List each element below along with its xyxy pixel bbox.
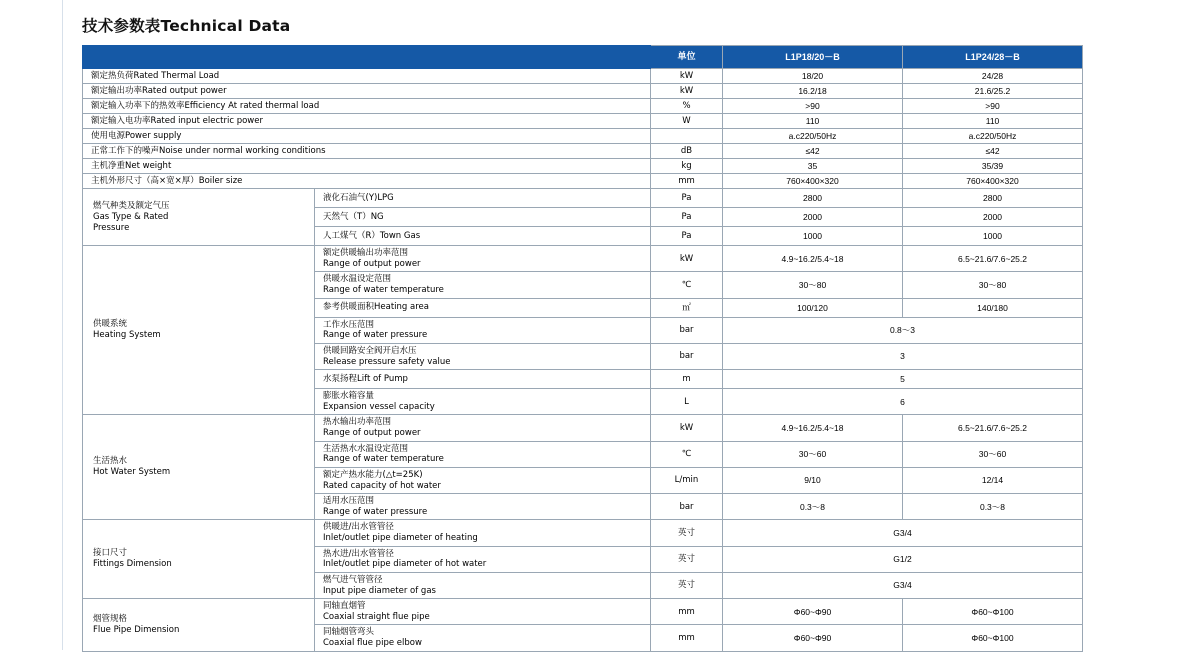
- row-item-label: 同轴直烟管 Coaxial straight flue pipe: [315, 599, 651, 625]
- row-value-model-2: 30～60: [903, 441, 1083, 467]
- row-value-model-1: 0.3～8: [723, 494, 903, 520]
- row-value-model-2: >90: [903, 99, 1083, 114]
- row-value-model-2: 6.5~21.6/7.6~25.2: [903, 246, 1083, 272]
- row-item-label: 供暖水温设定范围 Range of water temperature: [315, 272, 651, 298]
- row-unit: bar: [651, 343, 723, 369]
- table-row: [83, 520, 1083, 546]
- row-unit: bar: [651, 317, 723, 343]
- row-value-model-1: 9/10: [723, 467, 903, 493]
- row-unit: W: [651, 114, 723, 129]
- page-title: 技术参数表Technical Data: [82, 17, 291, 35]
- row-item-label: 燃气进气管管径 Input pipe diameter of gas: [315, 572, 651, 598]
- table-row: [83, 144, 1083, 159]
- table-row: [83, 415, 1083, 441]
- header-row: [83, 46, 1083, 69]
- row-item-label: 供暖回路安全阀开启水压 Release pressure safety value: [315, 343, 651, 369]
- row-value-model-1: >90: [723, 99, 903, 114]
- table-row: [83, 99, 1083, 114]
- row-value-model-1: 18/20: [723, 69, 903, 84]
- row-unit: L/min: [651, 467, 723, 493]
- table-row: [83, 246, 1083, 272]
- row-unit: kW: [651, 415, 723, 441]
- row-value-shared: G3/4: [723, 520, 1083, 546]
- row-value-model-2: 0.3～8: [903, 494, 1083, 520]
- row-unit: ℃: [651, 441, 723, 467]
- table-row: [83, 159, 1083, 174]
- row-unit: kW: [651, 246, 723, 272]
- row-value-model-2: 140/180: [903, 298, 1083, 317]
- row-group-label: 生活热水 Hot Water System: [83, 415, 315, 520]
- row-item-label: 生活热水水温设定范围 Range of water temperature: [315, 441, 651, 467]
- row-unit: kW: [651, 84, 723, 99]
- table-row: [83, 189, 1083, 208]
- row-value-model-2: ≤42: [903, 144, 1083, 159]
- row-value-model-2: 12/14: [903, 467, 1083, 493]
- row-unit: L: [651, 389, 723, 415]
- header-unit: 单位: [651, 46, 723, 69]
- row-unit: kg: [651, 159, 723, 174]
- row-value-model-1: 110: [723, 114, 903, 129]
- row-unit: mm: [651, 599, 723, 625]
- row-value-model-2: 760×400×320: [903, 174, 1083, 189]
- row-value-shared: 3: [723, 343, 1083, 369]
- row-item-label: 天然气（T）NG: [315, 208, 651, 227]
- row-value-model-2: Φ60~Φ100: [903, 599, 1083, 625]
- row-value-model-2: 110: [903, 114, 1083, 129]
- left-margin-rule: [62, 0, 63, 650]
- row-item-label: 水泵扬程Lift of Pump: [315, 370, 651, 389]
- table-header: [83, 46, 1083, 69]
- row-unit: dB: [651, 144, 723, 159]
- row-item-label: 热水进/出水管管径 Inlet/outlet pipe diameter of hot water: [315, 546, 651, 572]
- row-item-label: 使用电源Power supply: [83, 129, 651, 144]
- table-row: [83, 599, 1083, 625]
- row-value-model-2: 2000: [903, 208, 1083, 227]
- row-item-label: 工作水压范围 Range of water pressure: [315, 317, 651, 343]
- row-value-model-1: 4.9~16.2/5.4~18: [723, 246, 903, 272]
- row-value-model-1: 1000: [723, 227, 903, 246]
- row-unit: Pa: [651, 227, 723, 246]
- row-item-label: 供暖进/出水管管径 Inlet/outlet pipe diameter of heating: [315, 520, 651, 546]
- row-value-shared: 0.8～3: [723, 317, 1083, 343]
- row-value-model-1: 760×400×320: [723, 174, 903, 189]
- row-value-model-1: 4.9~16.2/5.4~18: [723, 415, 903, 441]
- row-item-label: 热水输出功率范围 Range of output power: [315, 415, 651, 441]
- table-row: [83, 84, 1083, 99]
- row-item-label: 膨胀水箱容量 Expansion vessel capacity: [315, 389, 651, 415]
- row-group-label: 供暖系统 Heating System: [83, 246, 315, 415]
- table-row: [83, 129, 1083, 144]
- row-value-model-2: 30～80: [903, 272, 1083, 298]
- row-unit: ㎡: [651, 298, 723, 317]
- row-value-model-2: 2800: [903, 189, 1083, 208]
- row-item-label: 适用水压范围 Range of water pressure: [315, 494, 651, 520]
- row-unit: bar: [651, 494, 723, 520]
- row-item-label: 液化石油气(Y)LPG: [315, 189, 651, 208]
- table-row: [83, 69, 1083, 84]
- table-body: [83, 69, 1083, 652]
- header-model-2: L1P24/28－B: [903, 46, 1083, 69]
- table-row: [83, 174, 1083, 189]
- row-unit: ℃: [651, 272, 723, 298]
- row-item-label: 正常工作下的噪声Noise under normal working conditions: [83, 144, 651, 159]
- row-item-label: 额定热负荷Rated Thermal Load: [83, 69, 651, 84]
- row-unit: mm: [651, 625, 723, 651]
- header-model-1: L1P18/20－B: [723, 46, 903, 69]
- row-value-shared: 6: [723, 389, 1083, 415]
- row-value-model-1: 16.2/18: [723, 84, 903, 99]
- row-unit: 英寸: [651, 546, 723, 572]
- row-unit: Pa: [651, 208, 723, 227]
- row-unit: 英寸: [651, 520, 723, 546]
- row-value-model-1: a.c220/50Hz: [723, 129, 903, 144]
- row-value-model-2: Φ60~Φ100: [903, 625, 1083, 651]
- row-item-label: 额定输入功率下的热效率Efficiency At rated thermal load: [83, 99, 651, 114]
- row-item-label: 同轴烟管弯头 Coaxial flue pipe elbow: [315, 625, 651, 651]
- row-value-model-2: 35/39: [903, 159, 1083, 174]
- row-unit: kW: [651, 69, 723, 84]
- row-unit: 英寸: [651, 572, 723, 598]
- row-value-model-1: 35: [723, 159, 903, 174]
- row-value-model-2: 24/28: [903, 69, 1083, 84]
- row-unit: m: [651, 370, 723, 389]
- row-item-label: 主机净重Net weight: [83, 159, 651, 174]
- row-group-label: 接口尺寸 Fittings Dimension: [83, 520, 315, 599]
- row-item-label: 额定输出功率Rated output power: [83, 84, 651, 99]
- row-value-model-2: 1000: [903, 227, 1083, 246]
- table-row: [83, 114, 1083, 129]
- row-item-label: 主机外形尺寸（高×宽×厚）Boiler size: [83, 174, 651, 189]
- row-item-label: 额定产热水能力(△t=25K) Rated capacity of hot water: [315, 467, 651, 493]
- row-value-model-2: 6.5~21.6/7.6~25.2: [903, 415, 1083, 441]
- row-value-model-1: 30～80: [723, 272, 903, 298]
- row-value-shared: G1/2: [723, 546, 1083, 572]
- row-value-shared: G3/4: [723, 572, 1083, 598]
- technical-data-table: [82, 45, 1083, 652]
- row-group-label: 燃气种类及额定气压 Gas Type & Rated Pressure: [83, 189, 315, 246]
- row-group-label: 烟管规格 Flue Pipe Dimension: [83, 599, 315, 652]
- row-unit: [651, 129, 723, 144]
- content-area: [82, 14, 1082, 652]
- row-unit: Pa: [651, 189, 723, 208]
- row-item-label: 人工煤气（R）Town Gas: [315, 227, 651, 246]
- row-value-model-1: 2800: [723, 189, 903, 208]
- row-item-label: 额定输入电功率Rated input electric power: [83, 114, 651, 129]
- row-value-model-2: 21.6/25.2: [903, 84, 1083, 99]
- row-value-model-1: 100/120: [723, 298, 903, 317]
- header-item-blank: [315, 46, 651, 69]
- row-item-label: 额定供暖输出功率范围 Range of output power: [315, 246, 651, 272]
- row-unit: mm: [651, 174, 723, 189]
- row-value-model-1: ≤42: [723, 144, 903, 159]
- row-item-label: 参考供暖面积Heating area: [315, 298, 651, 317]
- row-value-model-1: 2000: [723, 208, 903, 227]
- row-unit: %: [651, 99, 723, 114]
- row-value-model-2: a.c220/50Hz: [903, 129, 1083, 144]
- row-value-model-1: 30～60: [723, 441, 903, 467]
- header-group-blank: [83, 46, 315, 69]
- row-value-model-1: Φ60~Φ90: [723, 599, 903, 625]
- row-value-model-1: Φ60~Φ90: [723, 625, 903, 651]
- row-value-shared: 5: [723, 370, 1083, 389]
